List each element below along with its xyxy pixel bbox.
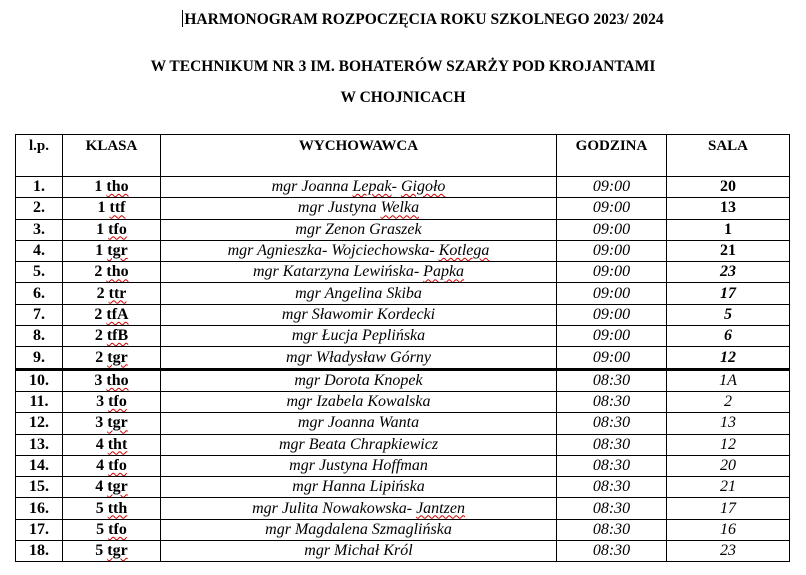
cell-wychowawca: mgr Hanna Lipińska — [161, 477, 557, 498]
table-row — [16, 519, 790, 540]
cell-godzina: 09:00 — [557, 240, 667, 261]
cell-klasa: 1 tho — [63, 177, 161, 198]
cell-godzina: 09:00 — [557, 198, 667, 219]
cell-lp: 6. — [16, 283, 63, 304]
cell-klasa: 2 tho — [63, 262, 161, 283]
cell-wychowawca: mgr Justyna Welka — [161, 198, 557, 219]
cell-lp: 15. — [16, 477, 63, 498]
cell-wychowawca: mgr Joanna Lepak- Gigoło — [161, 177, 557, 198]
cell-godzina: 09:00 — [557, 326, 667, 347]
cell-godzina: 08:30 — [557, 477, 667, 498]
table-row — [16, 262, 790, 283]
cell-sala: 23 — [667, 541, 790, 562]
header-klasa: KLASA — [63, 135, 161, 177]
cell-lp: 9. — [16, 347, 63, 369]
cell-lp: 16. — [16, 498, 63, 519]
table-row — [16, 477, 790, 498]
cell-lp: 5. — [16, 262, 63, 283]
cell-godzina: 08:30 — [557, 434, 667, 455]
cell-lp: 7. — [16, 304, 63, 325]
cell-klasa: 1 ttf — [63, 198, 161, 219]
cell-sala: 12 — [667, 434, 790, 455]
cell-sala: 13 — [667, 198, 790, 219]
table-header-row — [16, 135, 790, 177]
table-row — [16, 347, 790, 369]
cell-lp: 18. — [16, 541, 63, 562]
table-row — [16, 219, 790, 240]
cell-klasa: 5 tgr — [63, 541, 161, 562]
cell-sala: 13 — [667, 413, 790, 434]
cell-godzina: 09:00 — [557, 177, 667, 198]
header-lp: l.p. — [16, 135, 63, 177]
cell-lp: 10. — [16, 369, 63, 391]
cell-lp: 4. — [16, 240, 63, 261]
cell-klasa: 2 ttr — [63, 283, 161, 304]
cell-wychowawca: mgr Magdalena Szmaglińska — [161, 519, 557, 540]
table-row — [16, 541, 790, 562]
school-name: W TECHNIKUM NR 3 IM. BOHATERÓW SZARŻY POD KROJANTAMI — [150, 58, 656, 75]
cell-wychowawca: mgr Zenon Graszek — [161, 219, 557, 240]
table-row — [16, 413, 790, 434]
cell-sala: 1A — [667, 369, 790, 391]
header-wychowawca: WYCHOWAWCA — [161, 135, 557, 177]
title-line-1: HARMONOGRAM ROZPOCZĘCIA ROKU SZKOLNEGO 2023/ 2024 — [184, 11, 664, 28]
cell-godzina: 08:30 — [557, 541, 667, 562]
cell-klasa: 4 tfo — [63, 455, 161, 476]
cell-sala: 21 — [667, 477, 790, 498]
cell-sala: 6 — [667, 326, 790, 347]
table-row — [16, 198, 790, 219]
cell-sala: 23 — [667, 262, 790, 283]
cell-wychowawca: mgr Katarzyna Lewińska- Papka — [161, 262, 557, 283]
table-body — [16, 177, 790, 562]
cell-klasa: 4 tht — [63, 434, 161, 455]
cell-godzina: 09:00 — [557, 347, 667, 369]
cell-lp: 3. — [16, 219, 63, 240]
table-row — [16, 369, 790, 391]
table-row — [16, 304, 790, 325]
cell-wychowawca: mgr Joanna Wanta — [161, 413, 557, 434]
cell-klasa: 2 tfA — [63, 304, 161, 325]
cell-godzina: 09:00 — [557, 283, 667, 304]
cell-sala: 12 — [667, 347, 790, 369]
cell-lp: 8. — [16, 326, 63, 347]
cell-godzina: 08:30 — [557, 413, 667, 434]
schedule-table — [15, 134, 790, 562]
cell-wychowawca: mgr Justyna Hoffman — [161, 455, 557, 476]
cell-godzina: 08:30 — [557, 455, 667, 476]
cell-wychowawca: mgr Michał Król — [161, 541, 557, 562]
table-row — [16, 434, 790, 455]
cell-klasa: 5 tth — [63, 498, 161, 519]
cell-wychowawca: mgr Izabela Kowalska — [161, 391, 557, 412]
school-city: W CHOJNICACH — [340, 89, 466, 106]
cell-sala: 5 — [667, 304, 790, 325]
cell-godzina: 09:00 — [557, 304, 667, 325]
cell-godzina: 09:00 — [557, 262, 667, 283]
cell-sala: 20 — [667, 455, 790, 476]
cell-wychowawca: mgr Julita Nowakowska- Jantzen — [161, 498, 557, 519]
cell-klasa: 3 tgr — [63, 413, 161, 434]
cell-klasa: 3 tho — [63, 369, 161, 391]
table-row — [16, 498, 790, 519]
cell-lp: 12. — [16, 413, 63, 434]
cell-godzina: 08:30 — [557, 519, 667, 540]
table-row — [16, 283, 790, 304]
cell-klasa: 3 tfo — [63, 391, 161, 412]
cell-sala: 2 — [667, 391, 790, 412]
cell-wychowawca: mgr Angelina Skiba — [161, 283, 557, 304]
cell-sala: 21 — [667, 240, 790, 261]
header-sala: SALA — [667, 135, 790, 177]
cell-klasa: 5 tfo — [63, 519, 161, 540]
cell-klasa: 2 tgr — [63, 347, 161, 369]
cell-wychowawca: mgr Agnieszka- Wojciechowska- Kotlega — [161, 240, 557, 261]
cell-wychowawca: mgr Beata Chrapkiewicz — [161, 434, 557, 455]
cell-lp: 14. — [16, 455, 63, 476]
cell-klasa: 2 tfB — [63, 326, 161, 347]
table-row — [16, 240, 790, 261]
cell-wychowawca: mgr Łucja Peplińska — [161, 326, 557, 347]
cell-godzina: 08:30 — [557, 391, 667, 412]
cell-sala: 1 — [667, 219, 790, 240]
table-row — [16, 391, 790, 412]
cell-klasa: 1 tfo — [63, 219, 161, 240]
table-row — [16, 177, 790, 198]
document-title — [20, 10, 806, 29]
cell-wychowawca: mgr Władysław Górny — [161, 347, 557, 369]
table-row — [16, 326, 790, 347]
cell-lp: 13. — [16, 434, 63, 455]
cell-sala: 16 — [667, 519, 790, 540]
cell-wychowawca: mgr Sławomir Kordecki — [161, 304, 557, 325]
cell-sala: 17 — [667, 498, 790, 519]
cell-wychowawca: mgr Dorota Knopek — [161, 369, 557, 391]
cell-lp: 1. — [16, 177, 63, 198]
cell-klasa: 4 tgr — [63, 477, 161, 498]
cell-lp: 17. — [16, 519, 63, 540]
header-godzina: GODZINA — [557, 135, 667, 177]
cell-klasa: 1 tgr — [63, 240, 161, 261]
cell-sala: 20 — [667, 177, 790, 198]
cell-godzina: 09:00 — [557, 219, 667, 240]
cell-lp: 11. — [16, 391, 63, 412]
cell-godzina: 08:30 — [557, 498, 667, 519]
table-row — [16, 455, 790, 476]
cell-godzina: 08:30 — [557, 369, 667, 391]
cell-sala: 17 — [667, 283, 790, 304]
cell-lp: 2. — [16, 198, 63, 219]
